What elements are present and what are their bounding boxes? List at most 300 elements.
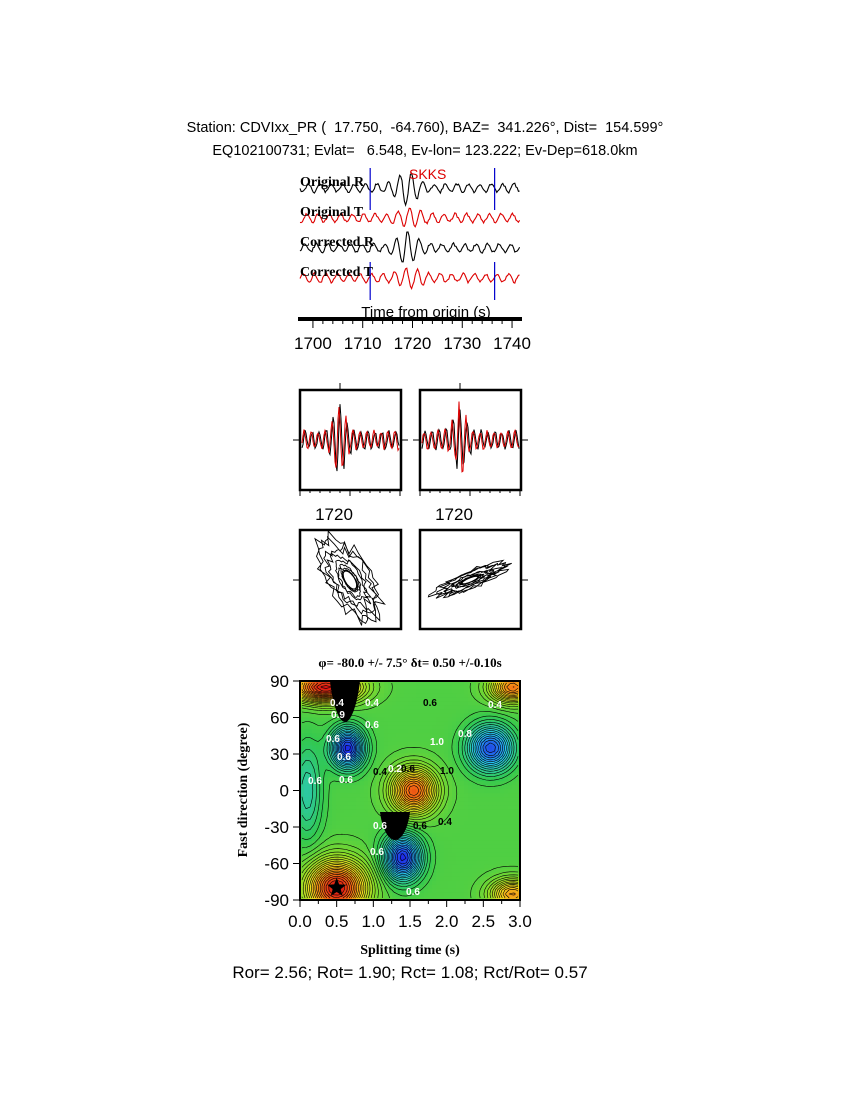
heat-cell (476, 864, 481, 869)
heat-cell (496, 828, 501, 833)
heat-cell (412, 741, 417, 746)
heat-cell (320, 792, 325, 797)
heat-cell (332, 836, 337, 841)
heat-cell (456, 709, 461, 714)
heat-cell (380, 785, 385, 790)
heat-cell (320, 769, 325, 774)
heat-cell (492, 789, 497, 794)
heat-cell (464, 836, 469, 841)
heat-cell (400, 725, 405, 730)
heat-cell (436, 848, 441, 853)
heat-cell (468, 844, 473, 849)
heat-cell (432, 685, 437, 690)
grid-x-tick-label: 2.0 (434, 912, 459, 931)
heat-cell (388, 701, 393, 706)
heat-cell (344, 848, 349, 853)
heat-cell (440, 705, 445, 710)
heat-cell (436, 892, 441, 897)
heat-cell (360, 832, 365, 837)
heat-cell (476, 705, 481, 710)
heat-cell (432, 892, 437, 897)
heat-cell (416, 717, 421, 722)
heat-cell (324, 725, 329, 730)
heat-cell (436, 880, 441, 885)
heat-cell (352, 816, 357, 821)
heat-cell (456, 816, 461, 821)
heat-cell (436, 844, 441, 849)
heat-cell (380, 725, 385, 730)
heat-cell (404, 733, 409, 738)
heat-cell (388, 737, 393, 742)
heat-cell (468, 789, 473, 794)
heat-cell (356, 792, 361, 797)
heat-cell (436, 828, 441, 833)
heat-cell (428, 685, 433, 690)
contour-label: 0.6 (308, 776, 322, 787)
heat-cell (432, 828, 437, 833)
heat-cell (384, 737, 389, 742)
heat-cell (412, 785, 417, 790)
heat-cell (400, 737, 405, 742)
heat-cell (444, 868, 449, 873)
heat-cell (452, 697, 457, 702)
heat-cell (448, 832, 453, 837)
heat-cell (428, 721, 433, 726)
heat-cell (340, 800, 345, 805)
heat-cell (316, 729, 321, 734)
heat-cell (480, 816, 485, 821)
heat-cell (408, 709, 413, 714)
heat-cell (320, 812, 325, 817)
heat-cell (460, 765, 465, 770)
heat-cell (352, 808, 357, 813)
heat-cell (428, 832, 433, 837)
heat-cell (492, 860, 497, 865)
heat-cell (440, 697, 445, 702)
heat-cell (440, 721, 445, 726)
heat-cell (340, 824, 345, 829)
heat-cell (328, 820, 333, 825)
heat-cell (400, 888, 405, 893)
heat-cell (304, 840, 309, 845)
heat-cell (396, 697, 401, 702)
heat-cell (356, 789, 361, 794)
heat-cell (440, 840, 445, 845)
heat-cell (448, 856, 453, 861)
heat-cell (444, 860, 449, 865)
heat-cell (504, 820, 509, 825)
heat-cell (504, 844, 509, 849)
heat-cell (504, 701, 509, 706)
heat-cell (444, 836, 449, 841)
heat-cell (492, 717, 497, 722)
time-tick-label: 1710 (343, 334, 382, 353)
heat-cell (464, 824, 469, 829)
heat-cell (408, 717, 413, 722)
heat-cell (444, 888, 449, 893)
heat-cell (428, 848, 433, 853)
heat-cell (448, 880, 453, 885)
heat-cell (372, 713, 377, 718)
heat-cell (508, 812, 513, 817)
heat-cell (404, 717, 409, 722)
heat-cell (456, 753, 461, 758)
heat-cell (344, 725, 349, 730)
time-axis-label: Time from origin (s) (361, 304, 491, 321)
heat-cell (468, 852, 473, 857)
heat-cell (496, 808, 501, 813)
heat-cell (392, 753, 397, 758)
heat-cell (448, 884, 453, 889)
heat-cell (464, 697, 469, 702)
station-header: Station: CDVIxx_PR ( 17.750, -64.760), BAZ= 341.226°, Dist= 154.599° (186, 120, 664, 136)
heat-cell (488, 789, 493, 794)
heat-cell (484, 832, 489, 837)
heat-cell (452, 840, 457, 845)
heat-cell (440, 757, 445, 762)
heat-cell (336, 828, 341, 833)
heat-cell (492, 824, 497, 829)
heat-cell (472, 824, 477, 829)
heat-cell (428, 709, 433, 714)
heat-cell (460, 848, 465, 853)
heat-cell (452, 713, 457, 718)
heat-cell (324, 832, 329, 837)
heat-cell (440, 685, 445, 690)
heat-cell (324, 800, 329, 805)
heat-cell (424, 721, 429, 726)
heat-cell (504, 800, 509, 805)
heat-cell (472, 816, 477, 821)
heat-cell (424, 737, 429, 742)
heat-cell (396, 729, 401, 734)
heat-cell (360, 781, 365, 786)
heat-cell (304, 733, 309, 738)
heat-cell (324, 765, 329, 770)
box-trace (302, 407, 399, 468)
heat-cell (480, 876, 485, 881)
heat-cell (376, 792, 381, 797)
heat-cell (472, 745, 477, 750)
heat-cell (352, 792, 357, 797)
heat-cell (348, 820, 353, 825)
heat-cell (440, 713, 445, 718)
heat-cell (372, 745, 377, 750)
heat-cell (464, 701, 469, 706)
heat-cell (436, 876, 441, 881)
time-axis-ticks (294, 319, 531, 353)
heat-cell (336, 789, 341, 794)
heat-cell (456, 836, 461, 841)
heat-cell (468, 872, 473, 877)
heat-cell (440, 872, 445, 877)
heat-cell (496, 848, 501, 853)
heat-cell (452, 836, 457, 841)
heat-cell (368, 804, 373, 809)
heat-cell (348, 828, 353, 833)
heat-cell (488, 796, 493, 801)
heat-cell (464, 812, 469, 817)
heat-cell (448, 840, 453, 845)
heat-cell (496, 792, 501, 797)
heat-cell (348, 804, 353, 809)
heat-cell (348, 796, 353, 801)
heat-cell (468, 792, 473, 797)
heat-cell (304, 741, 309, 746)
heat-cell (428, 717, 433, 722)
heat-cell (452, 709, 457, 714)
heat-cell (404, 741, 409, 746)
heat-cell (396, 713, 401, 718)
heat-cell (316, 733, 321, 738)
heat-cell (304, 761, 309, 766)
heat-cell (460, 824, 465, 829)
heat-cell (436, 836, 441, 841)
heat-cell (448, 872, 453, 877)
heat-cell (424, 876, 429, 881)
heat-cell (340, 796, 345, 801)
heat-cell (428, 693, 433, 698)
heat-cell (476, 852, 481, 857)
heat-cell (456, 868, 461, 873)
heat-cell (484, 824, 489, 829)
heat-cell (332, 844, 337, 849)
heat-cell (456, 777, 461, 782)
heat-cell (464, 876, 469, 881)
heat-cell (428, 828, 433, 833)
heat-cell (460, 852, 465, 857)
heat-cell (460, 777, 465, 782)
heat-cell (440, 860, 445, 865)
heat-cell (444, 864, 449, 869)
heat-cell (500, 796, 505, 801)
heat-cell (456, 685, 461, 690)
heat-cell (372, 749, 377, 754)
heat-cell (444, 721, 449, 726)
heat-cell (472, 856, 477, 861)
heat-cell (344, 824, 349, 829)
heat-cell (460, 808, 465, 813)
heat-cell (368, 773, 373, 778)
box-trace (422, 402, 519, 472)
heat-cell (484, 808, 489, 813)
heat-cell (304, 729, 309, 734)
box-tick-label-2: 1720 (435, 505, 473, 524)
heat-cell (452, 705, 457, 710)
heat-cell (368, 777, 373, 782)
heat-cell (504, 872, 509, 877)
heat-cell (452, 860, 457, 865)
heat-cell (380, 792, 385, 797)
heat-cell (456, 705, 461, 710)
heat-cell (496, 856, 501, 861)
heat-cell (472, 789, 477, 794)
heat-cell (508, 789, 513, 794)
heat-cell (400, 721, 405, 726)
heat-cell (448, 864, 453, 869)
heat-cell (388, 729, 393, 734)
heat-cell (472, 840, 477, 845)
heat-cell (416, 713, 421, 718)
heat-cell (320, 836, 325, 841)
heat-cell (472, 832, 477, 837)
heat-cell (488, 840, 493, 845)
heat-cell (444, 852, 449, 857)
heat-cell (456, 769, 461, 774)
heat-cell (372, 685, 377, 690)
heat-cell (308, 792, 313, 797)
heat-cell (324, 781, 329, 786)
heat-cell (412, 713, 417, 718)
heat-cell (468, 848, 473, 853)
heat-cell (452, 852, 457, 857)
heat-cell (444, 733, 449, 738)
heat-cell (364, 852, 369, 857)
heat-cell (412, 749, 417, 754)
heat-cell (364, 785, 369, 790)
heat-cell (456, 828, 461, 833)
heat-cell (472, 828, 477, 833)
heat-cell (472, 693, 477, 698)
heat-cell (456, 832, 461, 837)
heat-cell (348, 816, 353, 821)
heat-cell (440, 868, 445, 873)
heat-cell (428, 753, 433, 758)
heat-cell (312, 717, 317, 722)
heat-cell (448, 729, 453, 734)
heat-cell (408, 729, 413, 734)
heat-cell (364, 824, 369, 829)
heat-cell (404, 709, 409, 714)
heat-cell (452, 892, 457, 897)
trace-label-original-t: Original T (300, 205, 364, 220)
heat-cell (472, 713, 477, 718)
heat-cell (348, 832, 353, 837)
heat-cell (436, 860, 441, 865)
heat-cell (412, 701, 417, 706)
heat-cell (412, 721, 417, 726)
heat-cell (432, 717, 437, 722)
heat-cell (380, 717, 385, 722)
heat-cell (480, 789, 485, 794)
heat-cell (476, 685, 481, 690)
heat-cell (504, 796, 509, 801)
heat-cell (480, 836, 485, 841)
heat-cell (360, 828, 365, 833)
heat-cell (504, 781, 509, 786)
heat-cell (504, 848, 509, 853)
heat-cell (468, 836, 473, 841)
heat-cell (316, 753, 321, 758)
heat-cell (360, 804, 365, 809)
time-tick-label: 1730 (443, 334, 482, 353)
box-tick-label-1: 1720 (315, 505, 353, 524)
heat-cell (460, 804, 465, 809)
heat-cell (468, 864, 473, 869)
heat-cell (356, 709, 361, 714)
heat-cell (512, 765, 517, 770)
heat-cell (456, 860, 461, 865)
heat-cell (384, 709, 389, 714)
heat-cell (368, 840, 373, 845)
heat-cell (420, 856, 425, 861)
heat-cell (472, 848, 477, 853)
heat-cell (308, 840, 313, 845)
heat-cell (500, 860, 505, 865)
heat-cell (336, 836, 341, 841)
heat-cell (336, 804, 341, 809)
heat-cell (488, 808, 493, 813)
heat-cell (444, 701, 449, 706)
seismogram-panel (294, 166, 531, 353)
heat-cell (392, 888, 397, 893)
heat-cell (440, 717, 445, 722)
heat-cell (372, 709, 377, 714)
heat-cell (336, 812, 341, 817)
heat-cell (432, 860, 437, 865)
heat-cell (432, 689, 437, 694)
heat-cell (416, 689, 421, 694)
heat-cell (372, 785, 377, 790)
heat-cell (416, 685, 421, 690)
heat-cell (328, 840, 333, 845)
heat-cell (384, 693, 389, 698)
heat-cell (432, 836, 437, 841)
heat-cell (476, 773, 481, 778)
heat-cell (456, 876, 461, 881)
heat-cell (444, 741, 449, 746)
heat-cell (308, 725, 313, 730)
heat-cell (324, 709, 329, 714)
contour-label: 0.6 (401, 764, 415, 775)
heat-cell (488, 864, 493, 869)
heat-cell (432, 725, 437, 730)
heat-cell (328, 773, 333, 778)
heat-cell (412, 717, 417, 722)
heat-cell (452, 856, 457, 861)
heat-cell (348, 824, 353, 829)
heat-cell (396, 733, 401, 738)
heat-cell (308, 808, 313, 813)
trace-label-corrected-t: Corrected T (300, 265, 373, 280)
heat-cell (476, 844, 481, 849)
heat-cell (460, 856, 465, 861)
heat-cell (336, 852, 341, 857)
heat-cell (436, 840, 441, 845)
heat-cell (308, 765, 313, 770)
heat-cell (496, 789, 501, 794)
heat-cell (492, 812, 497, 817)
heat-cell (380, 749, 385, 754)
heat-cell (328, 785, 333, 790)
heat-cell (504, 824, 509, 829)
heat-cell (476, 848, 481, 853)
heat-cell (336, 808, 341, 813)
contour-label: 0.4 (373, 767, 387, 778)
heat-cell (360, 816, 365, 821)
heat-cell (396, 717, 401, 722)
heat-cell (444, 872, 449, 877)
heat-cell (380, 713, 385, 718)
heat-cell (476, 693, 481, 698)
heat-cell (448, 852, 453, 857)
heat-cell (512, 804, 517, 809)
heat-cell (364, 804, 369, 809)
heat-cell (448, 844, 453, 849)
heat-cell (324, 785, 329, 790)
heat-cell (404, 685, 409, 690)
heat-cell (472, 820, 477, 825)
